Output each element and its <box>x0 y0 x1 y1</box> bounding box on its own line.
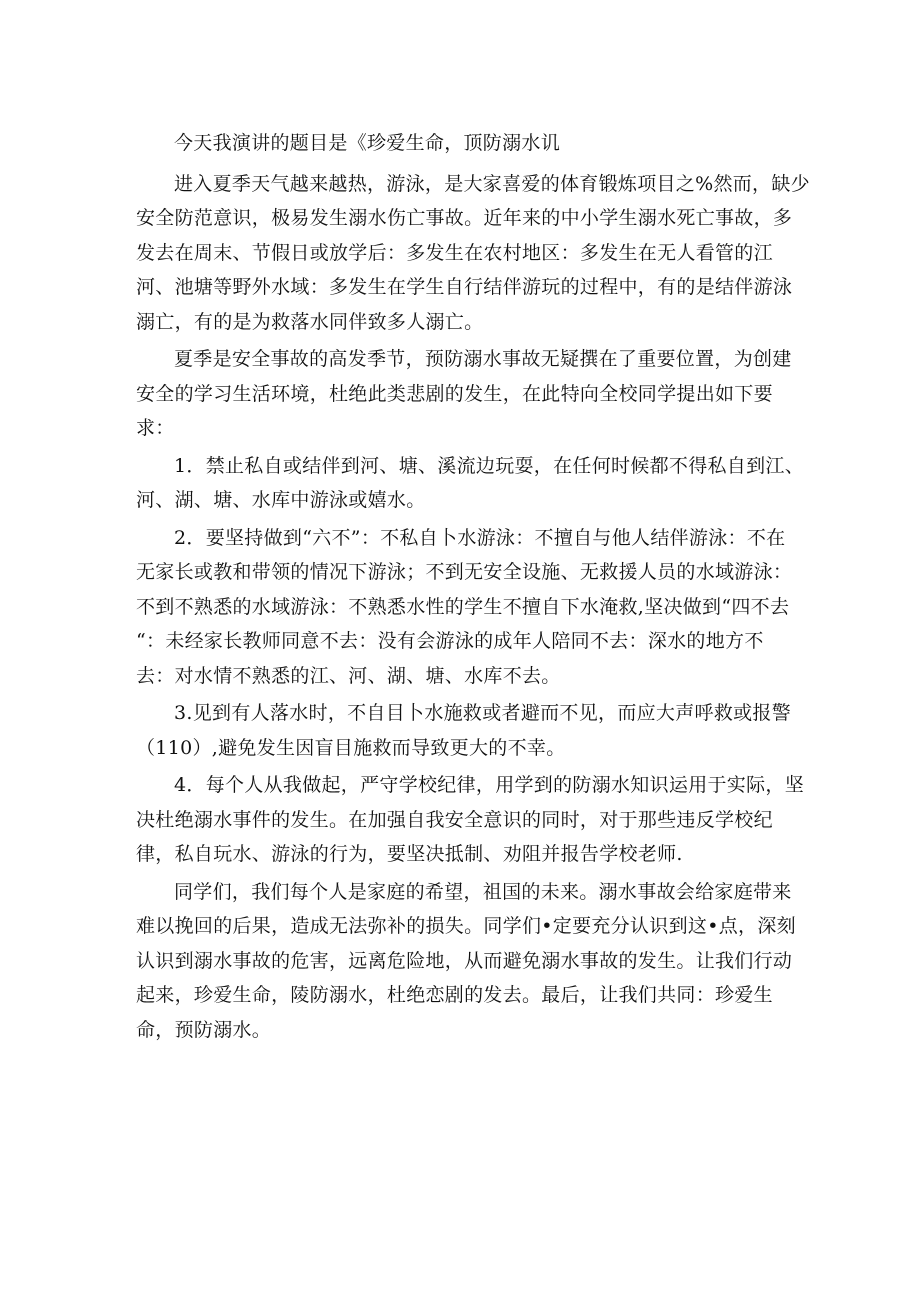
speech-title-line <box>136 126 786 161</box>
document-body <box>136 126 810 1050</box>
text-line: 溺亡，有的是为救落水同伴致多人溺亡。 <box>136 310 484 333</box>
text-line: 2．要坚持做到“六不”：不私自卜水游泳：不擅自与他人结伴游泳：不在 <box>174 526 786 549</box>
text-line: 河、湖、塘、水库中游泳或嬉水。 <box>136 489 426 511</box>
text-line: 安全防范意识，极易发生溺水伤亡事故。近年来的中小学生溺水死亡事故，多 <box>136 207 793 229</box>
text-line: 求： <box>136 417 175 439</box>
text-line: 今天我演讲的题目是《珍爱生命，顶防溺水讥 <box>174 132 561 154</box>
text-line: 认识到溺水事故的危害，远离危险地，从而避免溺水事故的发生。让我们行动 <box>136 949 793 972</box>
text-line: 律，私自玩水、游泳的行为，要坚决抵制、劝阻并报告学校老师. <box>136 843 683 865</box>
text-line: 3.见到有人落水时，不自目卜水施救或者避而不见，而应大声呼救或报警 <box>174 702 792 724</box>
text-line: 命，预防溺水。 <box>136 1018 272 1041</box>
text-line: 安全的学习生活环境，杜绝此类悲剧的发生，在此特向全校同学提出如下要 <box>136 382 773 405</box>
text-line: “：未经家长教师同意不去：没有会游泳的成年人陪同不去：深水的地方不 <box>136 630 764 652</box>
paragraph-closing <box>136 875 796 1048</box>
text-line: 去：对水情不熟悉的江、河、湖、塘、水库不去。 <box>136 664 561 687</box>
text-line: 4．每个人从我做起，严守学校纪律，用学到的防溺水知识运用于实际，坚 <box>174 774 804 796</box>
text-line: 河、池塘等野外水域：多发生在学生自行结伴游玩的过程中，有的是结伴游泳 <box>136 276 793 298</box>
paragraph-rule-4 <box>136 768 804 872</box>
text-line: 同学们，我们每个人是家庭的希望，祖国的未来。溺水事故会给家庭带来 <box>174 880 792 903</box>
text-line: 无家长或教和带领的情况下游泳；不到无安全设施、无救援人员的水域游泳： <box>136 561 793 583</box>
text-line: 1．禁止私自或结伴到河、塘、溪流边玩耍，在任何时候都不得私自到江、 <box>174 454 804 477</box>
text-line: 进入夏季天气越来越热，游泳，是大家喜爱的体育锻炼项目之%然而，缺少 <box>174 172 810 195</box>
text-line: 决杜绝溺水事件的发生。在加强自我安全意识的同时，对于那些违反学校纪 <box>136 808 773 831</box>
paragraph-rule-2 <box>136 521 793 694</box>
text-line: （110）,避免发生因盲目施救而导致更大的不幸。 <box>136 736 566 759</box>
text-line: 难以挽回的后果，造成无法弥补的损失。同学们•定要充分认识到这•点，深刻 <box>136 915 796 937</box>
paragraph-rule-1 <box>136 449 804 518</box>
text-line: 发去在周末、节假日或放学后：多发生在农村地区：多发生在无人看管的江 <box>136 241 773 264</box>
paragraph-rule-3 <box>136 696 792 765</box>
paragraph-intro <box>136 167 810 340</box>
text-line: 起来，珍爱生命，陵防溺水，杜绝恋剧的发去。最后，让我们共同：珍爱生 <box>136 984 773 1006</box>
text-line: 夏季是安全事故的高发季节，预防溺水事故无疑撰在了重要位置，为创建 <box>174 348 792 370</box>
text-line: 不到不熟悉的水域游泳：不熟悉水性的学生不擅自下水淹救,坚决做到“四不去 <box>136 595 790 618</box>
paragraph-requirements-intro <box>136 342 792 446</box>
